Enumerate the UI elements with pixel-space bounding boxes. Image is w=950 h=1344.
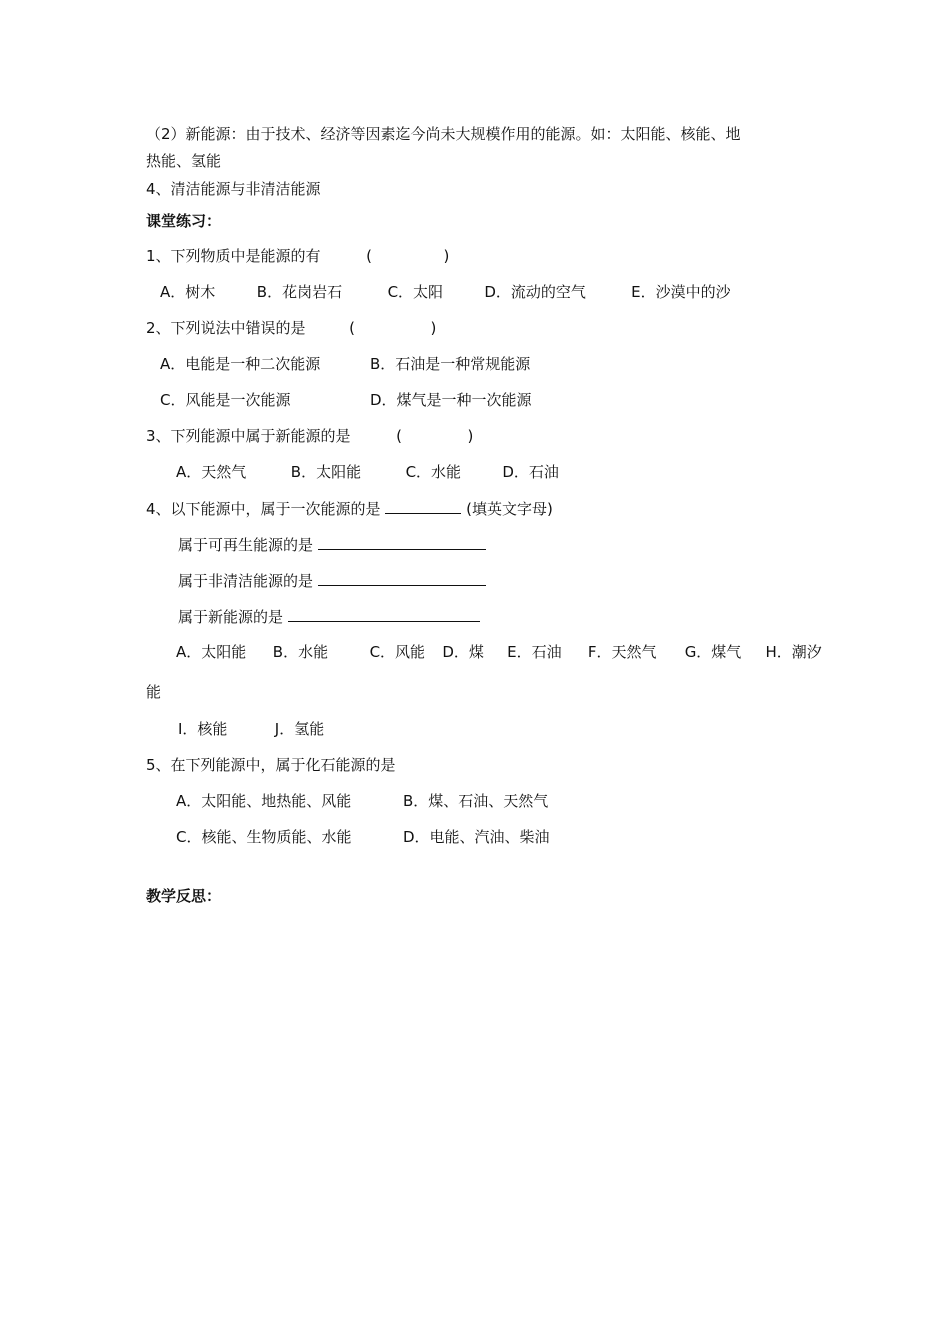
- option: C．风能: [369, 643, 426, 661]
- question-1-text: 1、下列物质中是能源的有: [146, 247, 321, 265]
- option: C．太阳: [387, 283, 444, 301]
- answer-blank[interactable]: [318, 534, 486, 550]
- heading-clean-energy: 4、清洁能源与非清洁能源: [146, 180, 321, 198]
- paragraph-new-energy: （2）新能源：由于技术、经济等因素迄今尚未大规模作用的能源。如：太阳能、核能、地: [146, 125, 741, 143]
- question-2-text: 2、下列说法中错误的是: [146, 319, 306, 337]
- question-1-options: [160, 282, 731, 302]
- sub-question-text: 属于非清洁能源的是: [178, 572, 314, 590]
- question-1: [146, 246, 449, 266]
- answer-blank[interactable]: [385, 498, 461, 514]
- question-4-suffix: (填英文字母): [466, 500, 553, 518]
- answer-paren-open: (: [349, 319, 355, 337]
- question-4-text: 4、以下能源中，属于一次能源的是: [146, 500, 381, 518]
- question-4-options-wrap: 能: [146, 683, 162, 701]
- question-4-sub-1: [178, 534, 486, 555]
- option: C．水能: [405, 463, 462, 481]
- answer-paren-close: ): [467, 427, 474, 445]
- option: A．太阳能: [176, 643, 247, 661]
- option: E．石油: [507, 643, 562, 661]
- question-4-sub-2: [178, 570, 486, 591]
- option: D．石油: [502, 463, 559, 481]
- section-title-reflection: 教学反思：: [146, 887, 222, 905]
- question-4-options-line-1: [176, 642, 822, 662]
- question-2-option-c: C．风能是一次能源: [160, 391, 291, 409]
- question-3-options: [176, 462, 559, 482]
- option: B．太阳能: [290, 463, 362, 481]
- question-4-options-line-2: [178, 719, 324, 739]
- option: F．天然气: [587, 643, 657, 661]
- question-5-option-c: C．核能、生物质能、水能: [176, 828, 352, 846]
- answer-blank[interactable]: [318, 570, 486, 586]
- question-2-option-a: A．电能是一种二次能源: [160, 355, 321, 373]
- answer-paren-open: (: [366, 247, 372, 265]
- sub-question-text: 属于可再生能源的是: [178, 536, 314, 554]
- answer-paren-close: ): [443, 247, 450, 265]
- question-2-option-b: B．石油是一种常规能源: [370, 355, 531, 373]
- question-3: [146, 426, 473, 446]
- option: E．沙漠中的沙: [631, 283, 731, 301]
- section-title-practice: 课堂练习：: [146, 212, 222, 230]
- option: B．水能: [272, 643, 329, 661]
- option: A．树木: [160, 283, 216, 301]
- option: A．天然气: [176, 463, 247, 481]
- question-2: [146, 318, 436, 338]
- option: H．潮汐: [765, 643, 822, 661]
- question-5-option-a: A．太阳能、地热能、风能: [176, 792, 352, 810]
- option: D．流动的空气: [484, 283, 586, 301]
- sub-question-text: 属于新能源的是: [178, 608, 284, 626]
- question-2-option-d: D．煤气是一种一次能源: [370, 391, 532, 409]
- option: D．煤: [442, 643, 484, 661]
- option: B．花岗岩石: [256, 283, 343, 301]
- question-4: [146, 498, 553, 519]
- question-3-text: 3、下列能源中属于新能源的是: [146, 427, 351, 445]
- question-5-option-b: B．煤、石油、天然气: [403, 792, 549, 810]
- question-5-option-d: D．电能、汽油、柴油: [403, 828, 550, 846]
- question-5: 5、在下列能源中，属于化石能源的是: [146, 756, 396, 774]
- answer-paren-open: (: [396, 427, 402, 445]
- option: G．煤气: [684, 643, 742, 661]
- option: J．氢能: [274, 720, 325, 738]
- paragraph-new-energy-cont: 热能、氢能: [146, 152, 222, 170]
- answer-blank[interactable]: [288, 606, 480, 622]
- question-4-sub-3: [178, 606, 480, 627]
- answer-paren-close: ): [430, 319, 437, 337]
- option: I．核能: [178, 720, 228, 738]
